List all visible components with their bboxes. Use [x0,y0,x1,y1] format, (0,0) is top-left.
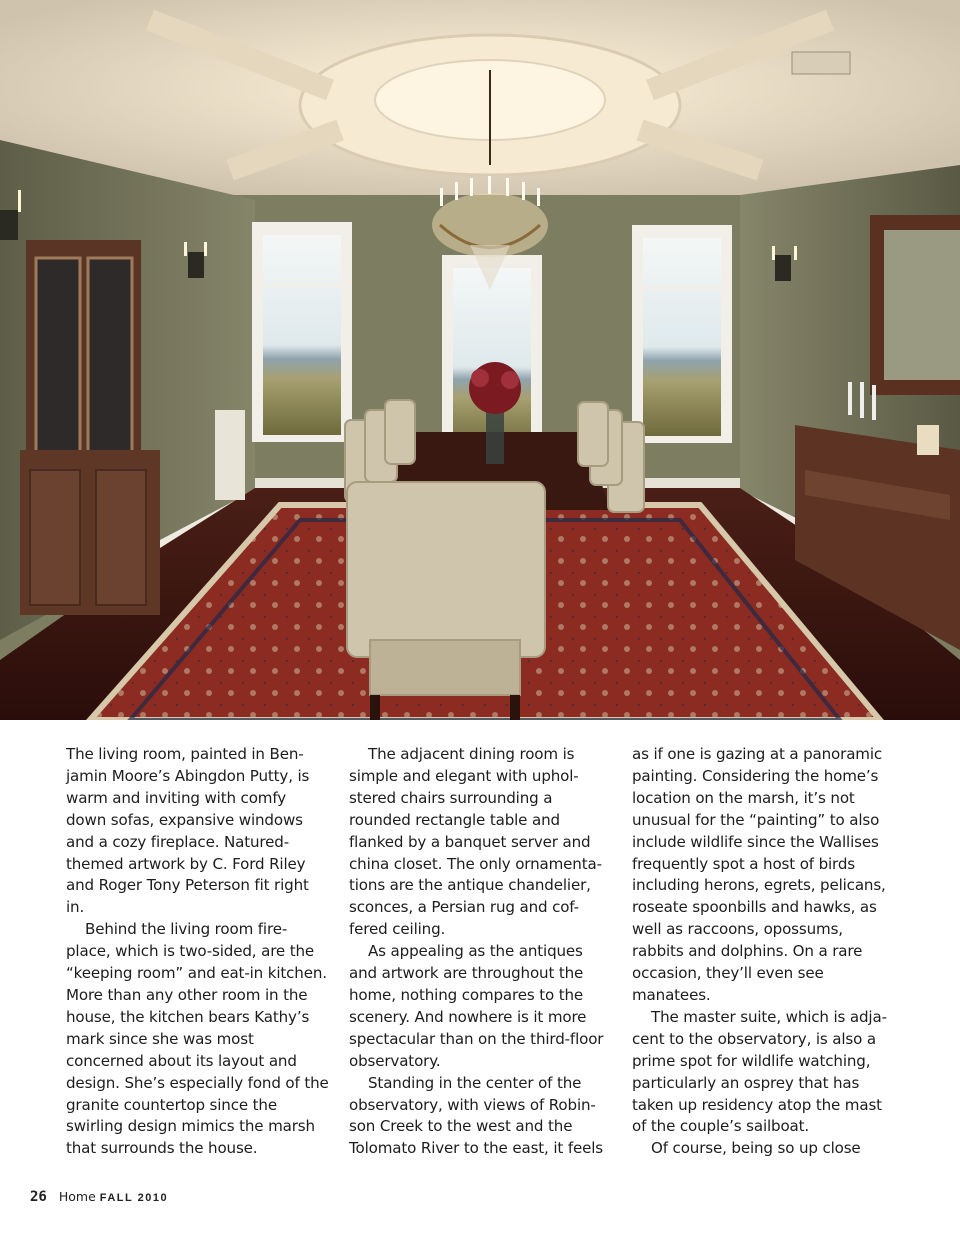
article-column-1 [66,744,330,1164]
page-footer [30,1188,168,1207]
paragraph: Standing in the center of the observatory, with views of Robin- son Creek to the west and the Tolomato River to the east, it feels [349,1073,604,1158]
paragraph: The living room, painted in Ben- jamin Moore’s Abingdon Putty, is warm and inviting with comfy down sofas, expansive windows and a cozy fireplace. Natured- themed artwork by C. Ford Riley and Roger Tony Peterson fit right in. [66,745,310,917]
paragraph: The master suite, which is adja- cent to the observatory, is also a prime spot for wildlife watching, particularly an osprey that has taken up residency atop the mast of the couple’s sailboat. [632,1007,887,1136]
paragraph: as if one is gazing at a panoramic painting. Considering the home’s location on the marsh, it’s not unusual for the “painting” to also include wildlife since the Wallises frequently spot a host of birds including herons, egrets, pelicans, roseate spoonbills and hawks, as well as raccoons, opossums, rabbits and dolphins. On a rare occasion, they’ll even see manatees. [632,745,886,1004]
magazine-name: Home [58,1189,96,1204]
article-column-2 [349,744,613,1164]
article-column-3 [632,744,896,1164]
paragraph: Behind the living room fire- place, which is two-sided, are the “keeping room” and eat-in kitchen. More than any other room in the house, the kitchen bears Kathy’s mark since she was most concerned about its layout and design. She’s especially fond of the granite countertop since the swirling design mimics the marsh that surrounds the house. [66,920,329,1158]
issue-label: FALL 2010 [99,1192,169,1204]
paragraph: The adjacent dining room is simple and elegant with uphol- stered chairs surrounding a rounded rectangle table and flanked by a banquet server and china closet. The only ornamenta- tions are the antique chandelier, sconces, a Persian rug and cof- fered ceiling. [349,745,602,939]
paragraph: Of course, being so up close [651,1139,861,1158]
page-number: 26 [30,1189,47,1205]
paragraph: As appealing as the antiques and artwork are throughout the home, nothing compares to the scenery. And nowhere is it more spectacular than on the third-floor observatory. [349,942,604,1070]
article-body [66,744,896,1164]
